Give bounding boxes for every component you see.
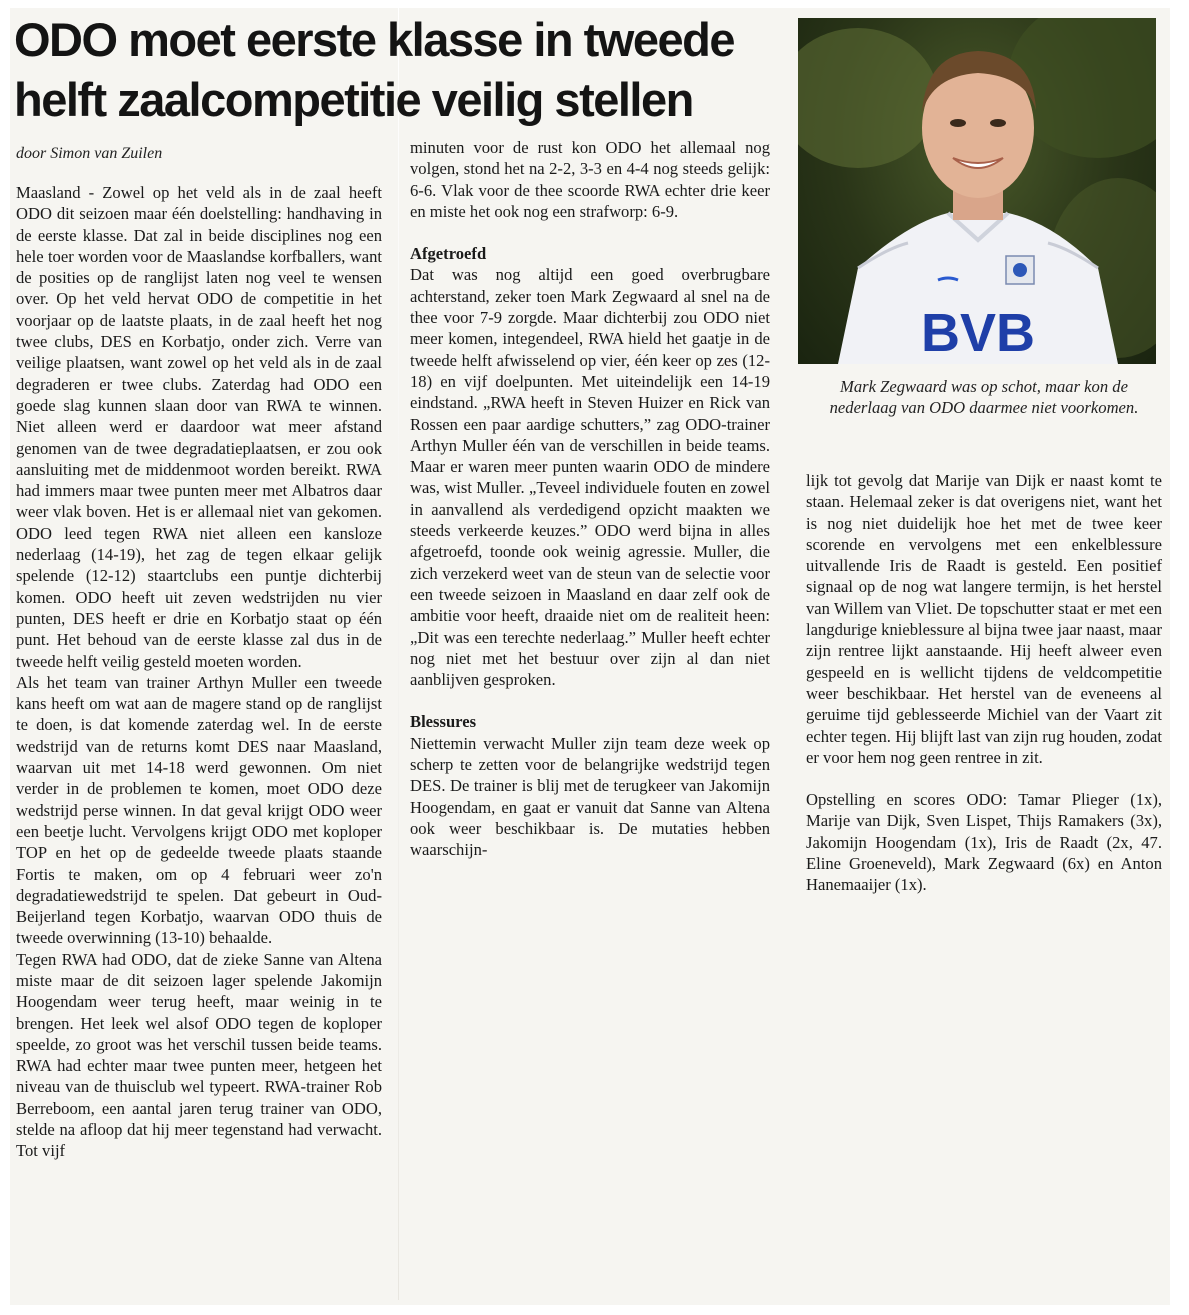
player-photo xyxy=(798,18,1156,364)
paragraph: minuten voor de rust kon ODO het allemaal nog volgen, stond het na 2-2, 3-3 en 4-4 nog steeds gelijk: 6-6. Vlak voor de thee scoorde RWA echter drie keer en miste het ook nog een strafworp: 6-9. xyxy=(410,138,770,221)
paragraph: Maasland - Zowel op het veld als in de zaal heeft ODO dit seizoen maar één doelstelling: handhaving in de eerste klasse. Dat zal in beide disciplines nog een hele toer worden voor de Maaslandse korfballers, want de posities op de ranglijst laten nog veel te wensen over. Op het veld hervat ODO de competitie in het voorjaar op de laatste plaats, in de zaal heeft het nog twee clubs, DES en Korbatjo, onder zich. Verre van veilige plaatsen, want zowel op het veld als in de zaal degraderen er twee clubs. Zaterdag had ODO een goede slag kunnen slaan door van RWA te winnen. Niet alleen werd er daardoor wat meer afstand genomen van de twee degradatieplaatsen, er zou ook aansluiting met de middenmoot worden bereikt. RWA had immers maar twee punten meer met Albatros daar weer vlak boven. Het is er allemaal niet van gekomen. ODO leed tegen RWA niet alleen een kansloze nederlaag (14-19), het zag de tegen elkaar gelijk spelende (12-12) staartclubs een puntje dichterbij komen. ODO heeft uit zeven wedstrijden nu vier punten, DES heeft er drie en Korbatjo staat op één punt. Het behoud van de eerste klasse zal dus in de tweede helft veilig gesteld moeten worden. xyxy=(16,183,382,671)
paragraph: Als het team van trainer Arthyn Muller een tweede kans heeft om wat aan de magere stand op de ranglijst te doen, is dat komende zaterdag wel. In de eerste wedstrijd van de returns komt DES naar Maasland, waarvan uit met 14-18 werd gewonnen. Om niet verder in de problemen te komen, moet ODO deze wedstrijd perse winnen. In dat geval krijgt ODO weer een beetje lucht. Vervolgens krijgt ODO met koploper TOP en het op de gedeelde tweede plaats staande Fortis te maken, om op 4 februari weer zo'n degradatiewedstrijd te spelen. Dat gebeurt in Oud-Beijerland tegen Korbatjo, waarvan ODO thuis de tweede overwinning (13-10) behaalde. xyxy=(16,672,382,948)
paragraph: Niettemin verwacht Muller zijn team deze week op scherp te zetten voor de belangrijke wedstrijd tegen DES. De trainer is blij met de terugkeer van Jakomijn Hoogendam, en gaat er vanuit dat Sanne van Altena ook weer beschikbaar is. De mutaties hebben waarschijn- xyxy=(410,733,770,860)
player-illustration xyxy=(798,18,1156,364)
paragraph: lijk tot gevolg dat Marije van Dijk er naast komt te staan. Helemaal zeker is dat overigens niet, want het is nog niet duidelijk hoe het met de twee keer scorende en vervolgens met een enkelblessure uitvallende Iris de Raadt is gesteld. Een positief signaal op de nog wat langere termijn, is het herstel van Willem van Vliet. De topschutter staat er met een langdurige knieblessure al bijna twee jaar naast, maar zijn rentree lijkt aanstaande. Hij heeft alweer even gespeeld en is wellicht tijdens de veldcompetitie weer beschikbaar. Het herstel van de eveneens al geruime tijd geblesseerde Michiel van der Vaart zit echter tegen. Hij blijft last van zijn rug houden, zodat er voor hem nog geen rentree in zit. xyxy=(806,471,1162,767)
article-byline: door Simon van Zuilen xyxy=(16,145,163,162)
lineup-paragraph: Opstelling en scores ODO: Tamar Plieger (1x), Marije van Dijk, Sven Lispet, Thijs Ramakers (3x), Jakomijn Hoogendam (1x), Iris de Raadt (2x, 47. Eline Groeneveld), Mark Zegwaard (6x) en Anton Hanemaaijer (1x). xyxy=(806,790,1162,895)
paragraph: Dat was nog altijd een goed overbrugbare achterstand, zeker toen Mark Zegwaard al snel na de thee voor 7-9 zorgde. Maar dichterbij zou ODO niet meer komen, integendeel, RWA hield het gaatje in de tweede helft afwisselend op vier, één keer op zes (12-18) en vijf doelpunten. Met uiteindelijk een 14-19 eindstand. „RWA heeft in Steven Huizer en Rick van Rossen een paar aardige schutters,” zag ODO-trainer Arthyn Muller één van de verschillen in beide teams. Maar er waren meer punten waarin ODO de mindere was, wist Muller. „Teveel individuele fouten en zowel in aanvallend als verdedigend opzicht maakten we steeds verkeerde keuzes.” ODO werd bijna in alles afgetroefd, toonde ook weinig agressie. Muller, die zich verzekerd weet van de steun van de selectie voor een tweede seizoen in Maasland en daar zelf ook de ambitie voor heeft, draaide niet om de realiteit heen: „Dit was een terechte nederlaag.” Muller heeft echter nog niet met het bestuur over zijn al dan niet aanblijven gesproken. xyxy=(410,265,770,690)
photo-caption: Mark Zegwaard was op schot, maar kon de nederlaag van ODO daarmee niet voorkomen. xyxy=(829,377,1139,418)
subheading-afgetroefd: Afgetroefd xyxy=(410,244,487,264)
column-1 xyxy=(16,182,382,1162)
subheading-blessures: Blessures xyxy=(410,712,477,732)
column-3 xyxy=(806,470,1162,896)
paper-fold xyxy=(398,0,399,1300)
article-headline: ODO moet eerste klasse in tweede helft zaalcompetitie veilig stellen xyxy=(14,13,734,126)
paragraph: Tegen RWA had ODO, dat de zieke Sanne van Altena miste maar de dit seizoen lager spelende Jakomijn Hoogendam weer terug heeft, maar weinig in te brengen. Het leek wel alsof ODO tegen de koploper speelde, zo groot was het verschil tussen beide teams. RWA had echter maar twee punten meer, hetgeen het niveau van de thuisclub wel typeert. RWA-trainer Rob Berreboom, een aantal jaren terug trainer van ODO, stelde na afloop dat hij meer tegenstand had verwacht. Tot vijf xyxy=(16,949,382,1161)
shirt-text: BVB xyxy=(920,303,1036,363)
column-2 xyxy=(410,137,770,861)
